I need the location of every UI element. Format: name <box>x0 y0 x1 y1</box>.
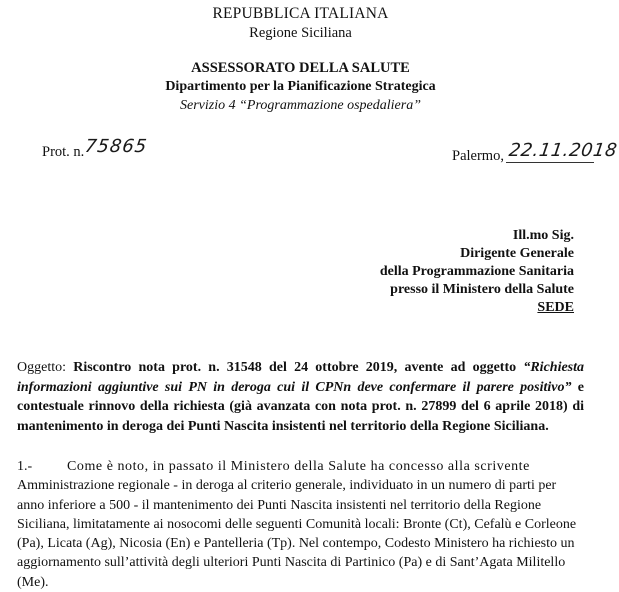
recipient-seat: SEDE <box>537 300 574 315</box>
paragraph-number: 1.- <box>17 459 33 474</box>
body-line-6: aggiornamento sull’attività degli ulteriori Punti Nascita di Partinico (Pa) e di Sant’Agata Militello <box>17 555 566 571</box>
protocol-label: Prot. n. <box>42 144 85 160</box>
department-office-heading: ASSESSORATO DELLA SALUTE <box>191 60 410 76</box>
subject-block <box>17 358 584 436</box>
subject-quote: “Richiesta informazioni aggiuntive sui PN in deroga cui il CPNn deve confermare il parere positivo” <box>17 360 585 395</box>
subject-label: Oggetto: <box>17 360 66 375</box>
place-label: Palermo, <box>452 148 504 164</box>
republic-heading: REPUBBLICA ITALIANA <box>212 5 389 22</box>
body-line-7: (Me). <box>17 574 49 590</box>
protocol-number: 75865 <box>83 136 149 157</box>
date-underline <box>506 162 594 163</box>
recipient-ministry: presso il Ministero della Salute <box>390 282 574 297</box>
body-line-4: Siciliana, limitatamente ai nosocomi delle seguenti Comunità locali: Bronte (Ct), Cefalù e Corleone <box>17 516 577 532</box>
handwritten-date: 22.11.2018 <box>507 140 619 161</box>
department-heading: Dipartimento per la Pianificazione Strategica <box>165 79 436 94</box>
body-paragraph-1 <box>17 457 584 592</box>
subject-text-part1: Riscontro nota prot. n. 31548 del 24 ottobre 2019, avente ad oggetto <box>73 360 517 375</box>
recipient-salutation: Ill.mo Sig. <box>512 228 574 243</box>
service-heading: Servizio 4 “Programmazione ospedaliera” <box>180 98 421 113</box>
recipient-office: della Programmazione Sanitaria <box>379 264 574 279</box>
recipient-title: Dirigente Generale <box>460 246 574 261</box>
body-line-1: Come è noto, in passato il Ministero della Salute ha concesso alla scrivente <box>67 459 530 474</box>
subject-text-part2: e contestuale rinnovo della richiesta (già avanzata con nota prot. n. 27899 del 6 aprile 2018) di mantenimento in deroga dei Punti Nascita insistenti nel territorio della Regione Siciliana. <box>17 379 585 434</box>
body-line-3: anno inferiore a 500 - il mantenimento dei Punti Nascita insistenti nel territorio della Regione <box>17 497 542 513</box>
body-line-5: (Pa), Licata (Ag), Nicosia (En) e Pantelleria (Tp). Nel contempo, Codesto Ministero ha richiesto un <box>17 536 575 552</box>
region-heading: Regione Siciliana <box>249 25 352 41</box>
body-line-2: Amministrazione regionale - in deroga al criterio generale, individuato in un numero di parti per <box>17 478 557 494</box>
